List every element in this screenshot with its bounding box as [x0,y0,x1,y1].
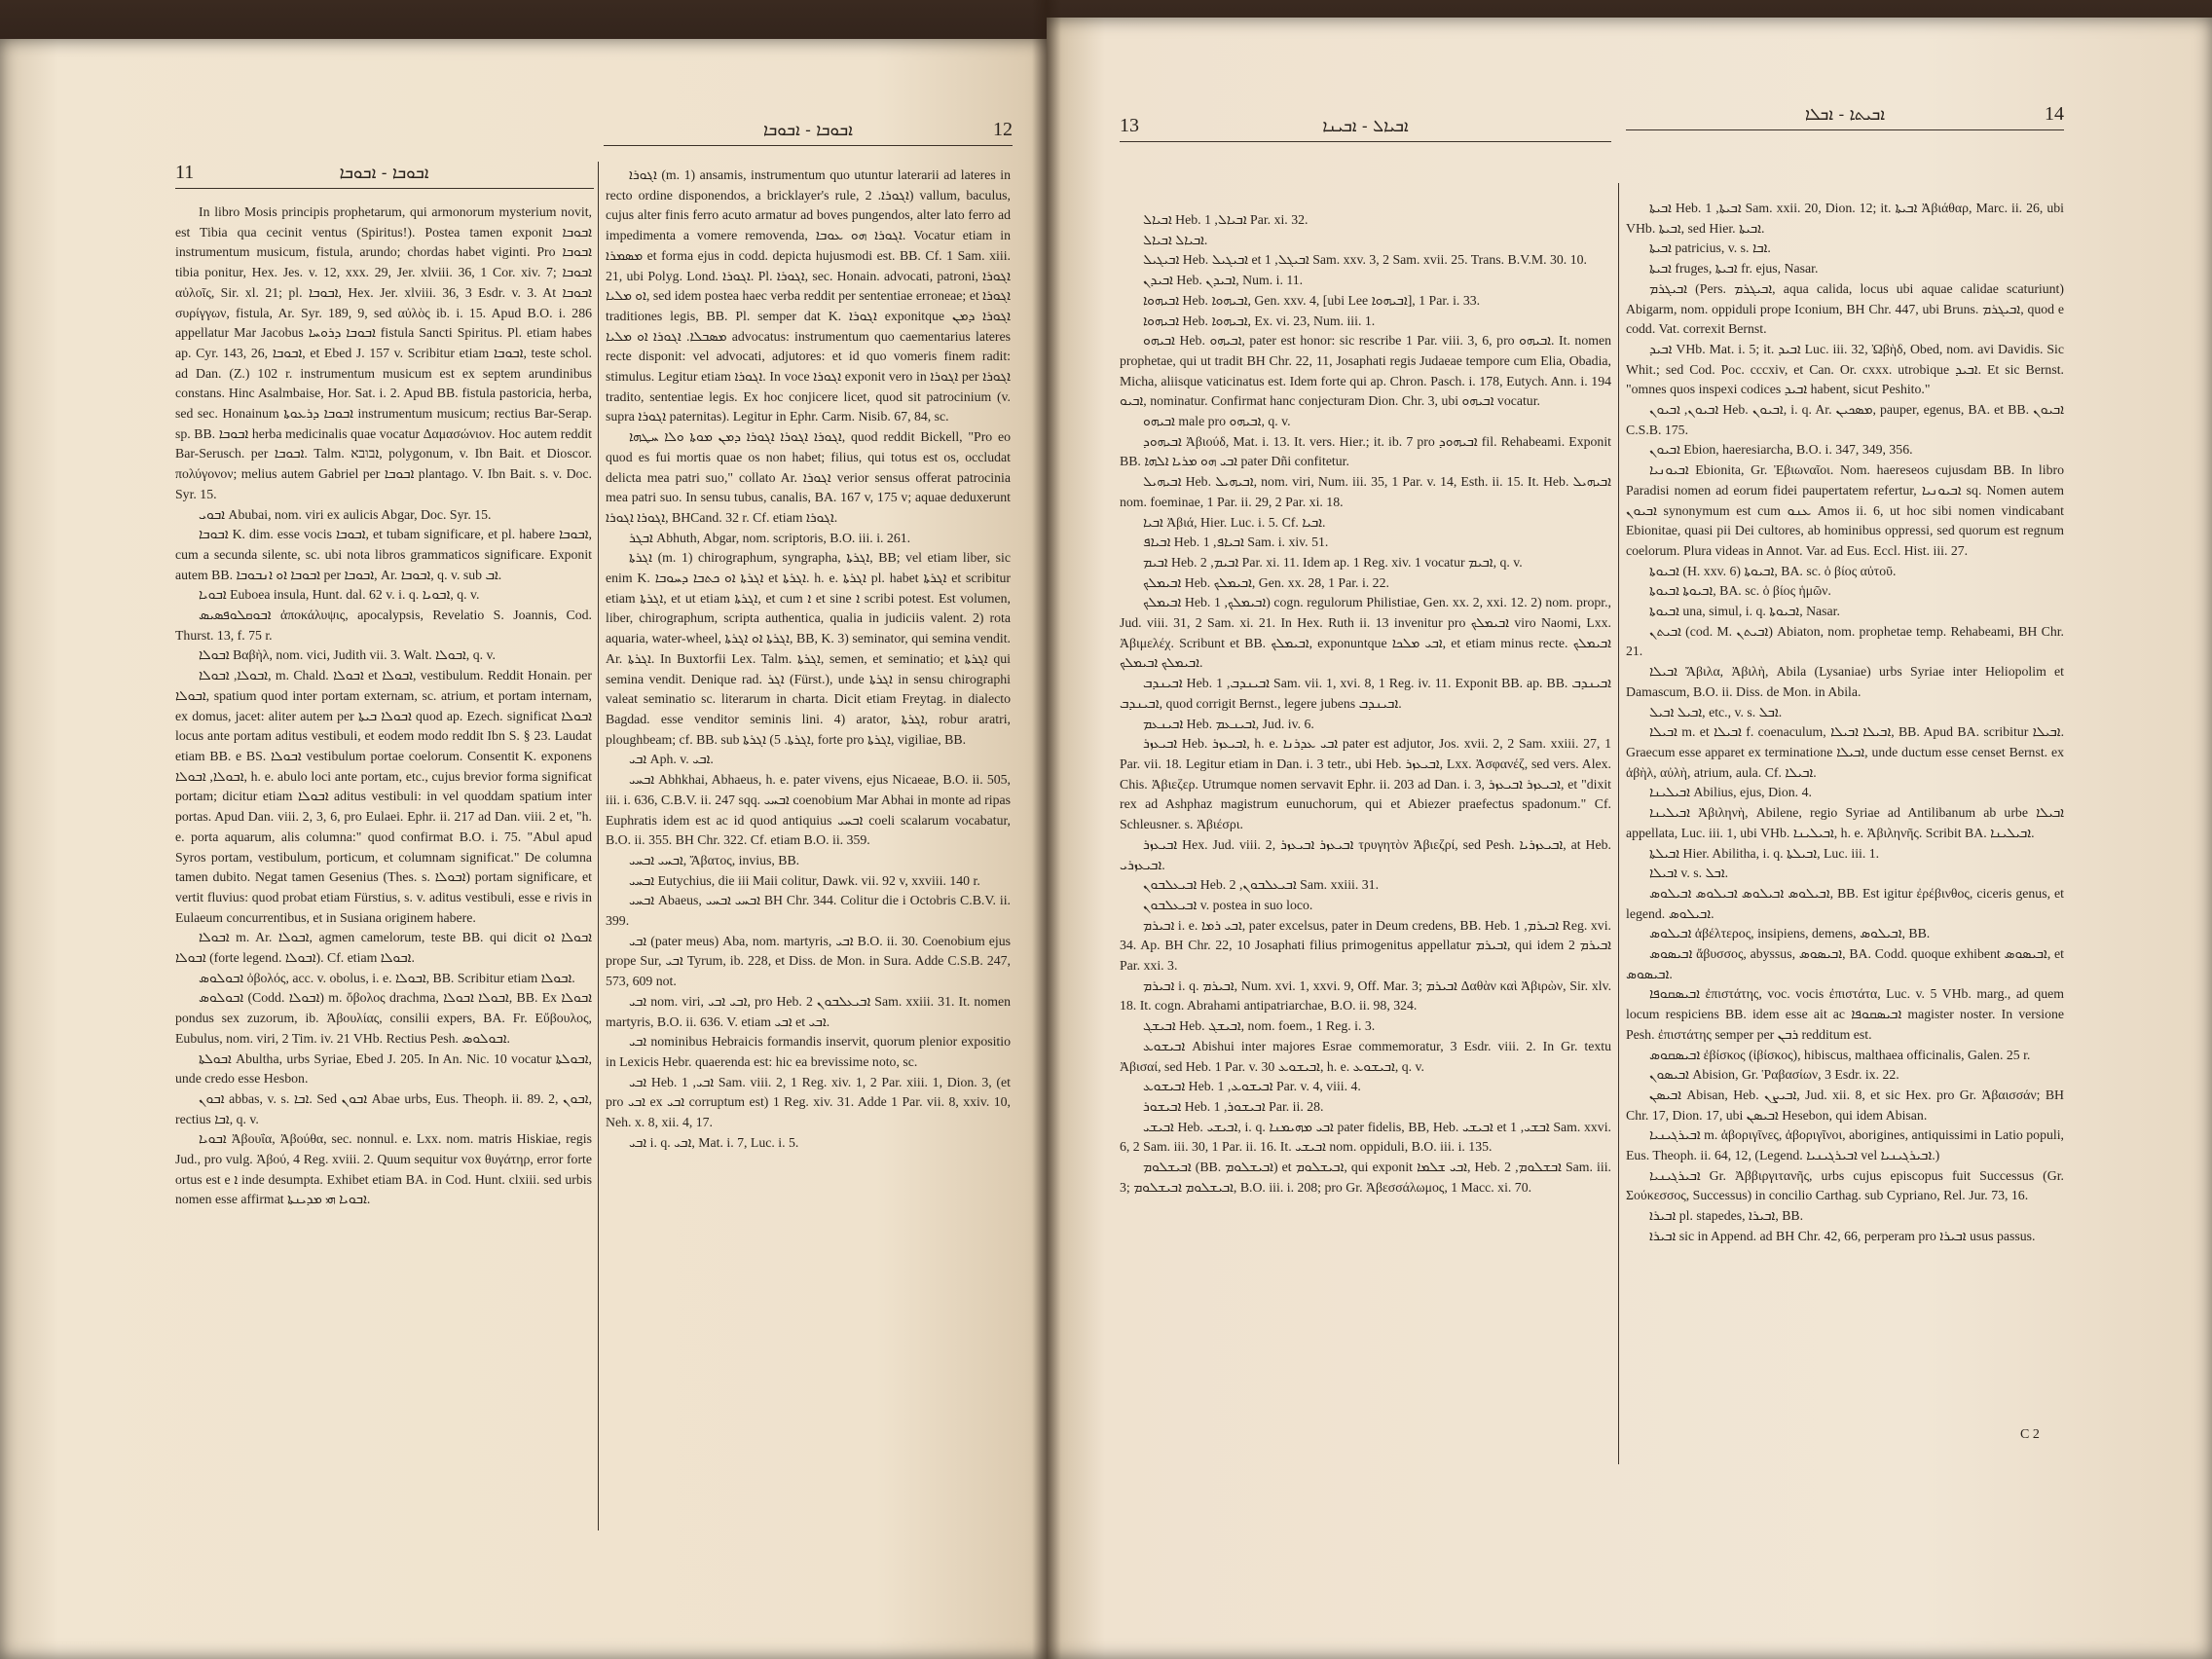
dictionary-entry: ܐܒܝ nominibus Hebraicis formandis inservit, quorum plenior expositio in Lexicis Hebr. quaerenda est: hic ea brevissime noto, sc. [606,1034,1011,1069]
dictionary-entry: ܐܒܝܬܐ patricius, v. s. ܐܒܐ. [1649,240,1771,256]
dictionary-entry: ܐܒܘܝܐ Ἀβουΐα, Ἀβούθα, sec. nonnul. e. Lxx. nom. matris Hiskiae, regis Jud., pro vulg. Ἀβού, 4 Reg. xviii. 2. Quum sequitur vox θυγάτηρ, error forte ortus est e ܐ inde desumpta. Exhibet etiam BA. in Cod. Hunt. clxiii. sed urbis nomen esse affirmat ܐܒܘܝܐ ܗܝ ܡܕܝܢܬܐ. [175,1131,592,1207]
dictionary-entry: ܐܒܝܘܬܐ (H. xxv. 6) ܐܒܝܘܬܐ, BA. sc. ὁ βίος αὐτοῦ. [1649,563,1897,578]
dictionary-entry: ܐܒܝܠ ܐܒܝܠ, etc., v. s. ܐܒܠ. [1649,704,1783,719]
page-number: 14 [2044,103,2064,125]
dictionary-entry: ܐܒܝܗܘܕ Ἀβιούδ, Mat. i. 13. It. vers. Hier.; it. ib. 7 pro ܐܒܝܗܘܕ fil. Rehabeami. Exponit BB. ܐܒܝ ܗܘ ܡܪܝܐ ܐܠܗܐ pater Dñi confitetur. [1120,433,1611,469]
dictionary-entry: ܐܒܝܐ Ἀβιά, Hier. Luc. i. 5. Cf. ܐܒܝܐ. [1143,514,1326,530]
dictionary-entry: ܐܒܝܘܬܐ ܐܒܝܘܬܐ, BA. sc. ὁ βίος ἡμῶν. [1649,583,1831,599]
dictionary-entry: ܐܒܝܘܢܝܐ Ebionita, Gr. Ἐβιωναῖοι. Nom. haereseos cujusdam BB. In libro Paradisi nomen ad eorum fidei paupertatem refertur, ܐܒܝܘܢܝܐ sq. Nomen autem ܐܒܝܘܢ synonymum est cum ܥܢܘ Amos ii. 6, ut hoc sibi nomen vindicabant Ebionitae, quasi pii Dei cultores, ab hominibus oppressi, sed quorum est regnum coelorum. Plura videas in Annot. Var. ad Eus. Eccl. Hist. iii. 27. [1626,462,2064,558]
page-14-header [1626,103,2064,130]
page-11-column [175,203,592,1530]
dictionary-entry: ܐܒܓܪ Abhuth, Abgar, nom. scriptoris, B.O. iii. i. 261. [629,530,911,545]
dictionary-entry: ܐܒܝ i. q. ܐܒܝ, Mat. i. 7, Luc. i. 5. [629,1134,799,1150]
dictionary-entry: ܐܒܘܠܐ m. Ar. ܐܒܘܠܐ, agmen camelorum, teste BB. qui dicit ܐܒܘܠܐ ܐܘ ܐܒܘܠܐ (forte legend. ܐܒܘܠܐ). Cf. etiam ܐܒܘܠܐ. [175,930,592,966]
dictionary-entry: ܐܒܝܘܢ Ebion, haeresiarcha, B.O. i. 347, 349, 356. [1649,442,1913,458]
page-11-header [175,162,594,189]
dictionary-entry: ܐܒܘܝ Abubai, nom. viri ex aulicis Abgar, Doc. Syr. 15. [199,506,492,522]
dictionary-entry: ܐܒܝܐܦ Heb. ܐܒܝܐܦ, 1 Sam. i. xiv. 51. [1143,535,1329,550]
dictionary-entry: ܐܒܝܠܘܣ ἀβέλτερος, insipiens, demens, ܐܒܝܠܘܣ, BB. [1649,926,1931,941]
dictionary-entry: ܐܒܝܕܢ Heb. ܐܒܝܕܢ, Num. i. 11. [1143,273,1304,288]
page-13-header [1120,115,1611,142]
page-13-column [1120,210,1611,1456]
entry-list [1626,199,2064,1247]
dictionary-entry: ܐܒܝܘܬܐ una, simul, i. q. ܐܒܝܘܬܐ, Nasar. [1649,604,1840,619]
dictionary-entry: ܐܒܘܠܘܣ (Codd. ܐܒܘܠܐ) m. ὄβολος drachma, ܐܒܘܠܐ ܐܒܘܠܐ, BB. Ex ܐܒܘܠܐ pondus sex zuzorum, ib. Ἀβουλίας, consilii expers, BA. Fr. Εὔβουλος, Eubulus, nom. viri, 2 Tim. iv. 21 VHb. Rectius Pesh. ܐܒܘܠܘܣ. [175,990,592,1046]
dictionary-entry: ܐܒܝܕ VHb. Mat. i. 5; it. ܐܒܝܕ Luc. iii. 32, Ὠβὴδ, Obed, nom. avi Davidis. Sic Whit.; sed Cod. Poc. cccxiv, et Can. Or. cxxx. utrobique ܐܒܝܕ. Et sic Bernst. "omnes quos inspexi codices ܐܒܝܕ habent, sicut Peshito." [1626,341,2064,397]
dictionary-entry: ܐܒܝܓܝܠ Heb. ܐܒܝܓܝܠ et ܐܒܝܓܠ, 1 Sam. xxv. 3, 2 Sam. xvii. 25. Trans. B.V.M. 30. 10. [1143,252,1587,268]
dictionary-entry: In libro Mosis principis prophetarum, qui armonorum mysterium novit, est Tibia qua cecinit ventus (Spiritus!). Postea tamen exponit ܐܒܘܒܐ instrumentum musicum, fistula, arundo; chordas habet viginti. Pro ܐܒܘܒܐ tibia ponitur, Hex. Jes. v. 12, xxx. 29, Jer. xlviii. 36, 1 Cor. xiv. 7; ܐܒܘܒܐ αὐλοῖς, Sir. xl. 21; pl. ܐܒܘܒܐ, Hex. Jer. xlviii. 36, 3 Esdr. v. 3. At ܐܒܘܒܐ συρίγγων, fistula, Ar. Syr. 189, 9, sed αὐλὸς ib. i. 15. Apud B.O. i. 286 appellatur Mar Jacobus ܐܒܘܒܐ ܕܪܘܚܐ fistula Sancti Spiritus. Pl. etiam habes ap. Cyr. 143, 26, ܐܒܘܒܐ, et Ebed J. 157 v. Scribitur etiam ܐܒܘܒܐ, teste schol. ad Dan. (Z.) 102 r. instrumentum musicum est ex septem arundinibus constans. Hinc Asalmbaise, Hor. Sat. i. 2. Apud BB. fistula pastoricia, herba, sed sec. Honainum ܐܒܘܒܐ ܕܪܥܘܬܐ instrumentum musicum; rectius Bar-Serap. sp. BB. ܐܒܘܒܐ herba medicinalis quae vocatur Δαμασώνιον. Hoc autem reddit Bar-Serusch. per ܐܒܘܒܐ. Talm. ܐבובא, polygonum, v. Ibn Bait. et Dioscor. πολύγονον; melius autem Gabriel per ܐܒܘܒܐ plantago. V. Ibn Bait. s. v. Doc. Syr. 15. [175,204,592,501]
dictionary-entry: ܐܒܝܣܘܢ Abision, Gr. Ῥαβασίων, 3 Esdr. ix. 22. [1649,1067,1899,1083]
dictionary-entry: ܐܒܝܡܠܟ Heb. ܐܒܝܡܠܟ, 1) cogn. regulorum Philistiae, Gen. xx. 2, xxi. 12. 2) nom. propr., Jud. viii. 31, 2 Sam. xi. 21. In Hex. Ruth ii. 13 invenitur pro ܐܒܝܡܠܟ viro Naomi, Lxx. Ἀβιμελέχ. Scribunt et BB. ܐܒܝܡܠܟ, exponuntque ܐܒܝ ܡܠܟܐ, et etiam minus recte. ܐܒܝܡܠܟ ܐܒܝܡܠܟ ܐܒܝܡܠܟ. [1120,595,1611,671]
dictionary-entry: ܐܒܝܥܠܒܘܢ v. postea in suo loco. [1143,897,1313,912]
entry-list [606,166,1011,1153]
dictionary-entry: ܐܒܝܥܙܪ Hex. Jud. viii. 2, ܐܒܝܥܙܪ ܐܒܝܥܙܪ τρυγητὸν Ἀβιεζρί, sed Pesh. ܐܒܝܥܙܪܝܐ, at Heb. ܐܒܝܥܙܪܝ. [1120,836,1611,872]
dictionary-entry: ܐܒܝ Heb. ܐܒܝ, 1 Sam. viii. 2, 1 Reg. xiv. 1, 2 Par. xiii. 1, Dion. 3, (et pro ܐܒܝ ex ܐܒܝ corruptum est) 1 Reg. xiv. 31. Adde 1 Par. vii. 8, xxiv. 10, Neh. x. 8, xii. 4, 17. [606,1074,1011,1130]
column-divider [598,162,599,1530]
page-number: 12 [993,119,1013,140]
dictionary-entry: ܐܒܝܗܘ Heb. ܐܒܝܗܘ, pater est honor: sic rescribe 1 Par. viii. 3, 6, pro ܐܒܝܗܘ. It. nomen prophetae, qui ut tradit BH Chr. 22, 11, Josaphati regis Judaeae tempore cum Elia, Obadia, Micha, aliisque vaticinatus est. Idem forte qui ap. Chron. Pasch. i. 178, Eutych. Ann. i. 194 ܐܒܝܘ, nominatur. Confirmat hanc conjecturam Dion. Chr. 3, ubi ܐܒܝܗܘ vocatur. [1120,333,1611,409]
dictionary-entry: ܐܒܝܪܡ i. q. ܐܒܝܪܡ, Num. xvi. 1, xxvi. 9, Off. Mar. 3; ܐܒܝܪܡ Δαθὰν καὶ Ἀβιρὼν, Sir. xlv. 18. It. cogn. Abrahami antipatriarchae, B.O. ii. 98, 324. [1120,977,1611,1014]
dictionary-entry: ܐܒܝܗܝܠ Heb. ܐܒܝܗܝܠ, nom. viri, Num. iii. 35, 1 Par. v. 14, Esth. ii. 15. It. Heb. ܐܒܝܗܝܠ nom. foeminae, 1 Par. ii. 29, 2 Par. xi. 18. [1120,474,1611,509]
dictionary-entry: ܐܒܝܗܘܐ Heb. ܐܒܝܗܘܐ, Gen. xxv. 4, [ubi Lee ܐܒܝܗܘܐ], 1 Par. i. 33. [1143,292,1481,308]
dictionary-entry: ܐܓܘܪܐ (m. 1) ansamis, instrumentum quo utuntur laterarii ad lateres in recto ordine disponendos, a bricklayer's rule, ܐܓܘܪܐ. 2) vallum, baculus, cujus alter finis ferro acuto armatur ad boves pungendos, alter lato ferro ad impedimenta a vomere removenda, ܐܓܘܪܐ ܗܘ ܥܘܒܐ. Vocatur etiam in ܡܣܡܪܐ et forma ejus in codd. depicta hujusmodi est. BB. Cf. 1 Sam. xiii. 21, ubi Polyg. Lond. ܐܓܘܪܐ. Pl. ܐܓܘܪܐ, sec. Honain. advocati, patroni, ܐܓܘܪܐ ܐܘ ܡܠܝܐ, sed idem postea haec verba reddit per sententiae erroneae; et ܐܓܘܪܐ traditiones legis, BB. Pl. semper dat K. ܐܓܘܪܐ exponitque ܐܓܘܪܐ ܕܡܢ ܡܣܒܠܐ. ܐܓܘܪܐ ܐܘ ܡܠܝܐ advocatus: instrumentum quo caementarius lateres recte disponit: vel advocati, adjutores: et id quo vomeris finem radit: stimulus. Legitur etiam ܐܓܘܪܐ. In voce ܐܓܘܪܐ exponit vero in ܐܓܘܪܐ per ܐܓܘܪܐ tradito, sententiae legis. Ex hoc conjicere licet, quod sit patrocinium (v. supra ܐܓܘܪܐ paternitas). Legitur in Ephr. Carm. Nisib. 67, 84, sc. [606,167,1011,424]
dictionary-entry: ܐܒܝܐܠ Heb. ܐܒܝܐܠ, 1 Par. xi. 32. [1143,212,1309,227]
dictionary-entry: ܐܒܝܪܐ sic in Append. ad BH Chr. 42, 66, perperam pro ܐܒܝܪܐ usus passus. [1649,1228,2036,1243]
page-number: 13 [1120,115,1139,136]
dictionary-entry: ܐܒܝܠܬܐ Hier. Abilitha, i. q. ܐܒܝܠܬܐ, Luc. iii. 1. [1649,845,1880,861]
dictionary-entry: ܐܒܝ Aph. v. ܐܒܝ. [629,752,714,767]
dictionary-entry: ܐܒܝܪܓܝܢܝܐ Gr. Ἀββιργιτανῆς, urbs cujus episcopus fuit Successus (Gr. Σούκεσσος, Successus) in concilio Carthag. sub Cypriano, Rel. Jur. 73, 16. [1626,1167,2064,1203]
running-head: ܐܒܘܒܐ - ܐܒܘܒܐ [339,164,429,183]
dictionary-entry: ܐܒܝܫܘܥ Abishui inter majores Esrae commemoratur, 3 Esdr. viii. 2. In Gr. textu Ἀβισαί, sed Heb. 1 Par. v. 30 ܐܒܝܫܘܥ, h. e. ܐܒܝܫܘܥ, q. v. [1120,1038,1611,1074]
signature-mark: C 2 [2020,1427,2040,1442]
dictionary-entry: ܐܒܝܡ Heb. ܐܒܝܡ, 2 Par. xi. 11. Idem ap. 1 Reg. xiv. 1 vocatur ܐܒܝܡ, q. v. [1143,554,1523,570]
dictionary-entry: ܐܒܝܗܘܐ Heb. ܐܒܝܗܘܐ, Ex. vi. 23, Num. iii. 1. [1143,313,1376,328]
dictionary-entry: ܐܒܝܢܕܒ Heb. ܐܒܝܢܕܒ, 1 Sam. vii. 1, xvi. 8, 1 Reg. iv. 11. Exponit BB. ap. BB. ܐܒܝܢܕܒ ܐܒܝܢܕܒ, quod corrigit Bernst., legere jubens ܐܒܝܢܕܒ. [1120,676,1611,711]
page-number: 11 [175,162,195,183]
dictionary-entry: ܐܒܝܠܘܣ ܐܒܝܠܘܣ ܐܒܝܠܘܣ ܐܒܝܠܘܣ, BB. Est igitur ἐρέβινθος, ciceris genus, et legend. ܐܒܝܠܘܣ. [1626,885,2064,921]
dictionary-entry: ܐܒܘܠܬܐ Abultha, urbs Syriae, Ebed J. 205. In An. Nic. 10 vocatur ܐܒܘܠܬܐ, unde credo esse Hesbon. [175,1051,592,1087]
dictionary-entry: ܐܒܝܪܓܝܢܝܐ m. ἀβοριγῖνες, ἀβοριγῖνοι, aborigines, antiquissimi in Latio populi, Eus. Theoph. ii. 64, 12, (Legend. ܐܒܝܪܓܝܢܝܐ vel ܐܒܝܪܓܝܢܝܐ.) [1626,1127,2064,1163]
dictionary-entry: ܐܒܚܝ ܐܒܚܝ, Ἄβατος, invius, BB. [629,852,800,867]
dictionary-entry: ܐܒܘܢ abbas, v. s. ܐܒܐ. Sed ܐܒܘܢ Abae urbs, Eus. Theoph. ii. 89. 2, ܐܒܘܢ, rectius ܐܒܐ, q. v. [175,1090,592,1126]
dictionary-entry: ܐܓܪܬܐ (m. 1) chirographum, syngrapha, ܐܓܪܬܐ, BB; vel etiam liber, sic enim K. ܐܓܪܬܐ ܐܘ ܟܬܒܐ ܕܚܘܒܐ et ܐܓܪܬܐ. h. e. ܐܓܪܬܐ pl. habet ܐܓܪܬܐ et scribitur etiam ܐܓܪܬܐ, et ut etiam ܐܓܪܬܐ, et cum ܐ et sine ܐ scribi potest. Est volumen, liber, chirographum, scripta authentica, qualia in judiciis valent. 2) rota aquaria, water-wheel, ܐܓܪܬܐ ܐܘ ܐܓܪܬܐ, BB, K. 3) seminator, qui semina vendit. Ar. ܐܓܪܬܐ. In Buxtorfii Lex. Talm. ܐܓܪܬܐ, semen, et seminatio; et ܐܓܪܬܐ qui semina vendit. Denique rad. ܐܓܪ (Fürst.), unde ܐܓܪܬܐ in sensu chirographi valeat seminatio sc. literarum in charta. Dicit etiam Freytag. in dialecto Bagdad. esse venditor seminis lini. 4) arator, ܐܓܪܬܐ, robur aratri, ploughbeam; cf. BB. sub ܐܓܪܬܐ. 5) ܐܓܪܬܐ, forte pro ܐܓܪܬܐ, vigiliae, BB. [606,550,1011,747]
dictionary-entry: ܐܒܝܠܐ Ἄβιλα, Ἀβιλὴ, Abila (Lysaniae) urbs Syriae inter Heliopolim et Damascum, B.O. ii. Diss. de Mon. in Abila. [1626,664,2064,699]
dictionary-entry: ܐܒܝܠܐ v. s. ܐܒܠ. [1649,866,1729,881]
dictionary-entry: ܐܒܘܩܠܘܦܣܝܣ ἀποκάλυψις, apocalypsis, Revelatio S. Joannis, Cod. Thurst. 13, f. 75 r. [175,608,592,643]
dictionary-entry: ܐܒܝܠܝܢܐ Ἀβιληνὴ, Abilene, regio Syriae ad Antilibanum ab urbe ܐܒܝܠܐ appellata, Luc. iii. 1, ubi VHb. ܐܒܝܠܝܢܐ, h. e. Ἀβιληνῆς. Scribit BA. ܐܒܝܠܝܢܐ. [1626,805,2064,840]
dictionary-entry: ܐܒܚܝ Abaeus, ܐܒܚܝ ܐܒܚܝ BH Chr. 344. Colitur die i Octobris C.B.V. ii. 399. [606,893,1011,929]
dictionary-entry: ܐܒܝܬܐ Heb. ܐܒܝܬܐ, 1 Sam. xxii. 20, Dion. 12; it. ܐܒܝܬܐ Ἀβιάθαρ, Marc. ii. 26, ubi VHb. ܐܒܝܬܐ, sed Hier. ܐܒܝܬܐ. [1626,201,2064,236]
dictionary-entry: ܐܒܝܣܢ Abisan, Heb. ܐܒܝܨܢ, Jud. xii. 8, et sic Hex. pro Gr. Ἀβαισσάν; BH Chr. 17, Dion. 17, ubi ܐܒܝܣܢ Hesebon, qui idem Abisan. [1626,1087,2064,1123]
dictionary-entry: ܐܒܝܫܘܪ Heb. ܐܒܝܫܘܪ, 1 Par. ii. 28. [1143,1098,1324,1114]
dictionary-entry: ܐܒܝܪܡ i. e. ܐܒܝ ܪܡܐ, pater excelsus, pater in Deum credens, BB. Heb. ܐܒܝܪܡ, 1 Reg. xvi. 34. Ap. BH Chr. 22, 10 Josaphati filius primogenitus appellatur ܐܒܝܪܡ, qui idem ܐܒܝܪܡ 2 Par. xxi. 3. [1120,917,1611,974]
dictionary-entry: ܐܒܝܘܢ, ܐܒܝܘܢ Heb. ܐܒܝܘܢ, i. q. Ar. ܡܣܟܝܢ, pauper, egenus, BA. et BB. ܐܒܝܘܢ C.S.B. 175. [1626,402,2064,437]
page-14-column [1626,199,2064,1423]
dictionary-entry: ܐܒܝܣܩܘܦܐ ἐπιστάτης, voc. vocis ἐπιστάτα, Luc. v. 5 VHb. marg., ad quem locum respiciens BB. idem esse ait ac ܐܒܝܣܩܘܦܐ magister noster. In versione Pesh. ἐπιστάτης semper per ܪܒܢ redditum est. [1626,986,2064,1042]
dictionary-entry: ܐܒܝܬܐ fruges, ܐܒܝܬܐ fr. ejus, Nasar. [1649,261,1819,276]
dictionary-entry: ܐܒܝܣܩܘܣ ἐβίσκος (ἰβίσκος), hibiscus, malthaea officinalis, Galen. 25 r. [1649,1047,2031,1062]
entry-list [1120,210,1611,1198]
dictionary-entry: ܐܒܝܓܪܡ (Pers. ܐܒܝܓܪܡ, aqua calida, locus ubi aquae calidae scaturiunt) Abigarm, nom. oppiduli prope Iconium, BH Chr. 447, ubi Bruns. ܐܒܝܓܪܡ, quod e codd. Vat. correxit Bernst. [1626,280,2064,337]
dictionary-entry: ܐܒܘܠܐ, ܐܒܘܠܐ, m. Chald. ܐܒܘܠܐ et ܐܒܘܠܐ, vestibulum. Reddit Honain. per ܐܒܘܠܐ, spatium quod inter portam externam, sc. atrium, et portam internam, ex domus, jacet: aliter autem per ܐܒܘܠܐ ܒܝܬܐ quod ap. Ezech. significat ܐܒܘܠܐ locus ante portam aditus vestibuli, et eodem modo reddit Ibn S. § 23. Laudat etiam BB. e BS. ܐܒܘܠܐ vestibulum portae coelorum. Consentit K. exponens ܐܒܘܠܐ, ܐܒܘܠܐ, h. e. abulo loci ante portam, etc., cujus brevior forma significat portam; dicitur etiam ܐܒܘܠܐ aditus vestibuli: in vel quoddam spatium inter portas. Apud Dan. viii. 2, 3, 6, pro Eulaei. Ephr. ii. 217 ad Dan. viii. 2 et, "h. e. porta aquarum, alis columna:" quod confirmat B.O. i. 75. "Abul apud Syros portam, vestibulum, porticum, et columnam significat." De columna tamen dubito. Negat tamen Gesenius (Thes. s. ܐܒܘܠܐ) portam significare, et vertit fluvius: quod probat etiam Fürstius, s. v. aditus vestibuli, esse e rivis in Eulaeum concurrentibus, et in Susiana originem habere. [175,668,592,925]
dictionary-entry: ܐܒܚܝ Eutychius, die iii Maii colitur, Dawk. vii. 92 v, xxviii. 140 r. [629,872,980,888]
dictionary-entry: ܐܒܝܪܐ pl. stapedes, ܐܒܝܪܐ, BB. [1649,1208,1804,1224]
dictionary-entry: ܐܒܝܫܓ Heb. ܐܒܝܫܓ, nom. foem., 1 Reg. i. 3. [1143,1018,1376,1034]
dictionary-entry: ܐܒܝܥܙܪ Heb. ܐܒܝܥܙܪ, h. e. ܐܒܝ ܥܕܪܢܐ pater est adjutor, Jos. xvii. 2, 2 Sam. xxiii. 27, 1 Par. vii. 18. Legitur etiam in Dan. i. 3 tetr., ubi Heb. ܐܒܝܥܙܪ, Lxx. Ἀσφανέζ, sed vers. Alex. Chis. Ἀβιεζερ. Utrumque nomen servavit Ephr. ii. 203 ad Dan. i. 3, ܐܒܝܥܙܪ ܐܒܝܥܙܪ, et "dixit rex ad Ashphaz magistrum eunuchorum, qui et Abiezer praefectus spadonum." Cf. Schleusner. s. Ἀβιέσρι. [1120,736,1611,832]
dictionary-entry: ܐܒܝܥܠܒܘܢ Heb. ܐܒܝܥܠܒܘܢ, 2 Sam. xxiii. 31. [1143,877,1380,893]
dictionary-entry: ܐܒܘܠܐ Βαβὴλ, nom. vici, Judith vii. 3. Walt. ܐܒܘܠܐ, q. v. [199,647,496,663]
dictionary-entry: ܐܒܘܝܐ Euboea insula, Hunt. dal. 62 v. i. q. ܐܒܘܝܐ, q. v. [199,587,480,603]
dictionary-entry: ܐܒܝܫܘܥ Heb. ܐܒܝܫܘܥ, 1 Par. v. 4, viii. 4. [1143,1079,1361,1094]
dictionary-entry: ܐܒܝܣܘܣ ἄβυσσος, abyssus, ܐܒܝܣܘܣ, BA. Codd. quoque exhibent ܐܒܝܣܘܣ, et ܐܒܝܣܘܣ. [1626,946,2064,981]
dictionary-entry: ܐܒܝܢܥܡ Heb. ܐܒܝܢܥܡ, Jud. iv. 6. [1143,716,1314,731]
dictionary-entry: ܐܒܘܠܘܣ ὀβολός, acc. v. obolus, i. e. ܐܒܘܠܐ, BB. Scribitur etiam ܐܒܘܠܐ. [199,970,575,985]
dictionary-entry: ܐܒܚܝ Abhkhai, Abhaeus, h. e. pater vivens, ejus Nicaeae, B.O. ii. 505, iii. i. 636, C.B.V. ii. 247 sqq. ܐܒܚܝ coenobium Mar Abhai in monte ad ripas Euphratis idem est ac id quod antiquius ܐܒܚܝ coeli scalarum vocabatur, B.O. ii. 355. BH Chr. 322. Cf. etiam B.O. ii. 359. [606,772,1011,848]
running-head: ܐܒܝܐܠ - ܐܒܝܢܐ [1322,117,1409,136]
dictionary-entry: ܐܒܝܠܝܢܐ Abilius, ejus, Dion. 4. [1649,785,1812,800]
dictionary-entry: ܐܒܝ (pater meus) Aba, nom. martyris, ܐܒܝ B.O. ii. 30. Coenobium ejus prope Sur, ܐܒܝ Tyrum, ib. 228, et Diss. de Mon. in Sura. Adde C.S.B. 247, 573, 609 not. [606,933,1011,989]
running-head: ܐܒܝܬܐ - ܐܒܠܐ [1804,105,1886,125]
page-12-header [604,119,1013,146]
dictionary-entry: ܐܓܘܪܐ ܐܓܘܪܐ ܐܓܘܪܐ ܕܡܢ ܡܘܬܐ ܘܠܐ ܚܛܗܐ, quod reddit Bickell, "Pro eo quod es fui mortis quae os non habet; filius, qui totus est os, occludat delicta mea patri suo," collato Ar. ܐܓܘܪܐ verior sensus offerat patrocinia mea patri suo. In sensu tubus, canalis, BA. 167 v, 175 v; aquae deduxerunt ܐܓܘܪܐ ܐܓܘܪܐ, BHCand. 32 r. Cf. etiam ܐܓܘܪܐ. [606,429,1011,525]
running-head: ܐܒܘܒܐ - ܐܒܘܒܐ [763,121,853,140]
right-page [1047,18,2212,1659]
left-page [0,39,1047,1659]
column-divider [1618,183,1619,1464]
dictionary-entry: ܐܒܝܫܠܘܡ (BB. ܐܒܝܫܠܘܡ) et ܐܒܝܫܠܘܡ, qui exponit ܐܒܝ ܫܠܡܐ, Heb. ܐܒܫܠܘܡ, 2 Sam. iii. 3; ܐܒܝܫܠܘܡ ܐܒܝܫܠܘܡ, B.O. iii. i. 208; pro Gr. Ἀβεσσάλωμος, 1 Macc. xi. 70. [1120,1160,1611,1195]
dictionary-entry: ܐܒܝܗܘ male pro ܐܒܝܗܘ, q. v. [1143,414,1291,429]
dictionary-entry: ܐܒܝ nom. viri, ܐܒܝ ܐܒܝ, pro Heb. ܐܒܝܥܠܒܘܢ 2 Sam. xxiii. 31. It. nomen martyris, B.O. ii. 636. V. etiam ܐܒܝ et ܐܒܝ. [606,993,1011,1029]
page-12-column [606,166,1011,1530]
dictionary-entry: ܐܒܝܐܠ ܐܒܝܐܠ. [1143,232,1208,247]
dictionary-entry: ܐܒܝܠܐ m. et ܐܒܝܠܐ f. coenaculum, ܐܒܝܠܐ ܐܒܝܠܐ, BB. Apud BA. scribitur ܐܒܝܠܐ. Graecum esse apparet ex terminatione ܐܒܝܠܐ, unde ductum esse censet Bernst. ex ἀβὴλ, αὐλὴ, atrium, aula. Cf. ܐܒܝܠܐ. [1626,724,2064,780]
dictionary-entry: ܐܒܝܡܠܟ Heb. ܐܒܝܡܠܟ, Gen. xx. 28, 1 Par. i. 22. [1143,574,1389,590]
book-gutter [1032,0,1061,1659]
dictionary-entry: ܐܒܝܬܢ (cod. M. ܐܒܝܬܢ) Abiaton, nom. prophetae temp. Rehabeami, BH Chr. 21. [1626,623,2064,659]
entry-list [175,203,592,1210]
dictionary-entry: ܐܒܘܒܐ K. dim. esse vocis ܐܒܘܒܐ, et tubam significare, et pl. habere ܐܒܘܒܐ, cum a secunda silente, sc. ubi nota libros grammaticos significare. Exponit autem BB. ܐܒܘܒܐ ܐܘ ܐܢܒܘܒܐ per ܐܒܘܒܐ, Ar. ܐܒܘܒܐ, q. v. sub ܐܒ. [175,527,592,582]
dictionary-entry: ܐܒܝܫܝ Heb. ܐܒܝܫܝ, i. q. ܐܒܝ ܡܗܝܡܢܐ pater fidelis, BB, Heb. ܐܒܝܫܝ et ܐܒܫܝ, 1 Sam. xxvi. 6, 2 Sam. iii. 30, 1 Par. ii. 16. It. ܐܒܝܫܝ nom. oppiduli, B.O. iii. i. 135. [1120,1119,1611,1155]
